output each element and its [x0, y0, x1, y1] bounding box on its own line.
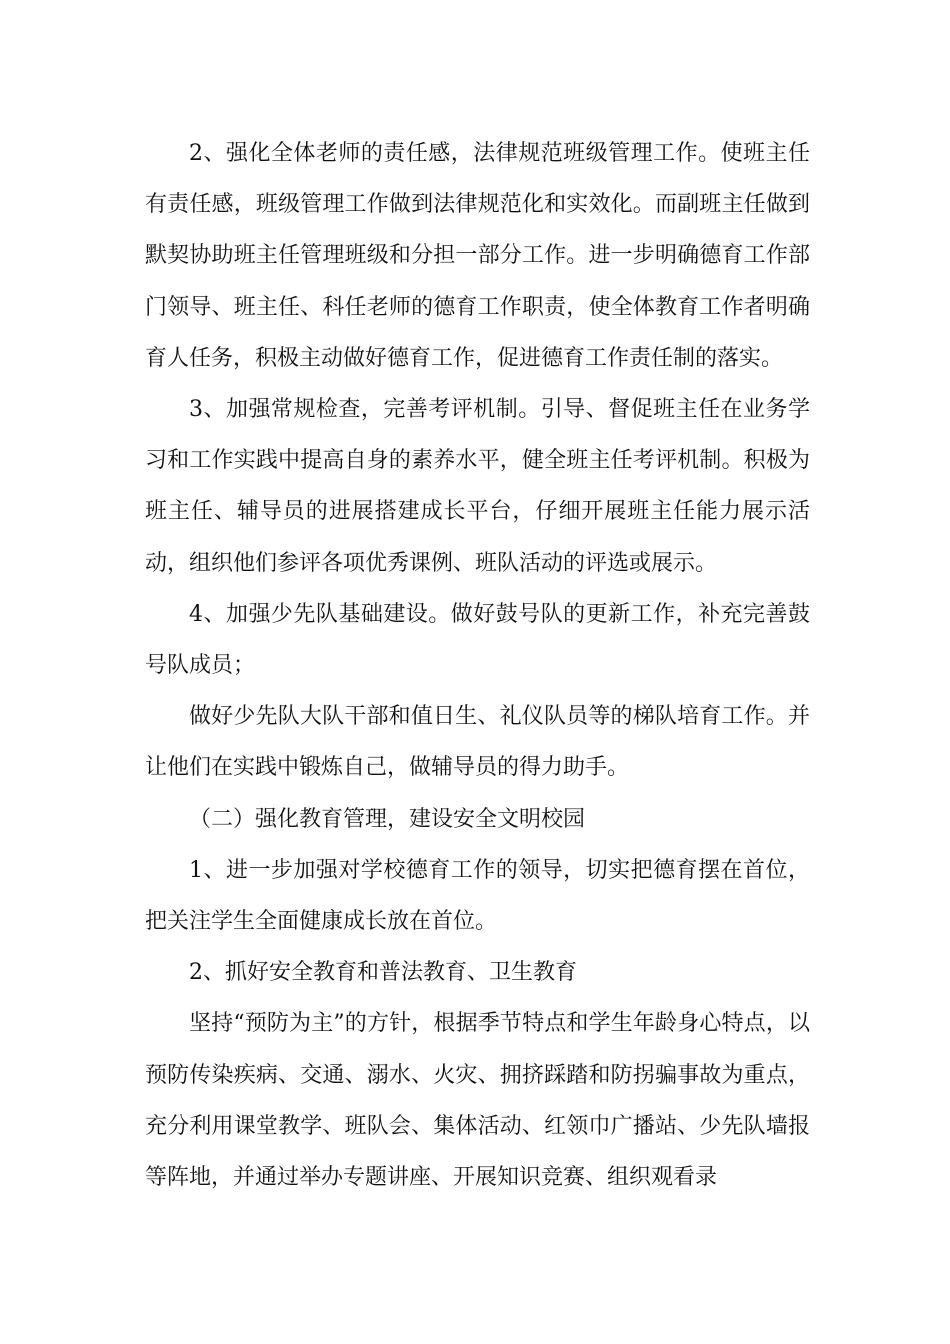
paragraph-safety-education-heading: 2、抓好安全教育和普法教育、卫生教育 — [189, 960, 577, 986]
paragraph-cadre-training: 做好少先队大队干部和值日生、礼仪队员等的梯队培育工作。并让他们在实践中锻炼自己，做辅导员的得力助手。 — [145, 704, 810, 781]
paragraph-prevention-policy: 坚持“预防为主”的方针，根据季节特点和学生年龄身心特点，以预防传染疾病、交通、溺水、火灾、拥挤踩踏和防拐骗事故为重点，充分利用课堂教学、班队会、集体活动、红领巾广播站、少先队墙报等阵地，并通过举办专题讲座、开展知识竞赛、组织观看录 — [145, 1011, 810, 1191]
document-body — [145, 128, 810, 1203]
paragraph-routine-inspection: 3、加强常规检查，完善考评机制。引导、督促班主任在业务学习和工作实践中提高自身的素养水平，健全班主任考评机制。积极为班主任、辅导员的进展搭建成长平台，仔细开展班主任能力展示活动，组织他们参评各项优秀课例、班队活动的评选或展示。 — [145, 397, 810, 576]
paragraph-duty-responsibility: 2、强化全体老师的责任感，法律规范班级管理工作。使班主任有责任感，班级管理工作做到法律规范化和实效化。而副班主任做到默契协助班主任管理班级和分担一部分工作。进一步明确德育工作部门领导、班主任、科任老师的德育工作职责，使全体教育工作者明确育人任务，积极主动做好德育工作，促进德育工作责任制的落实。 — [145, 141, 810, 371]
paragraph-moral-leadership: 1、进一步加强对学校德育工作的领导，切实把德育摆在首位，把关注学生全面健康成长放在首位。 — [145, 857, 810, 935]
paragraph-young-pioneers-building: 4、加强少先队基础建设。做好鼓号队的更新工作，补充完善鼓号队成员； — [145, 601, 810, 679]
section-heading-safe-campus: （二）强化教育管理，建设安全文明校园 — [189, 806, 586, 832]
